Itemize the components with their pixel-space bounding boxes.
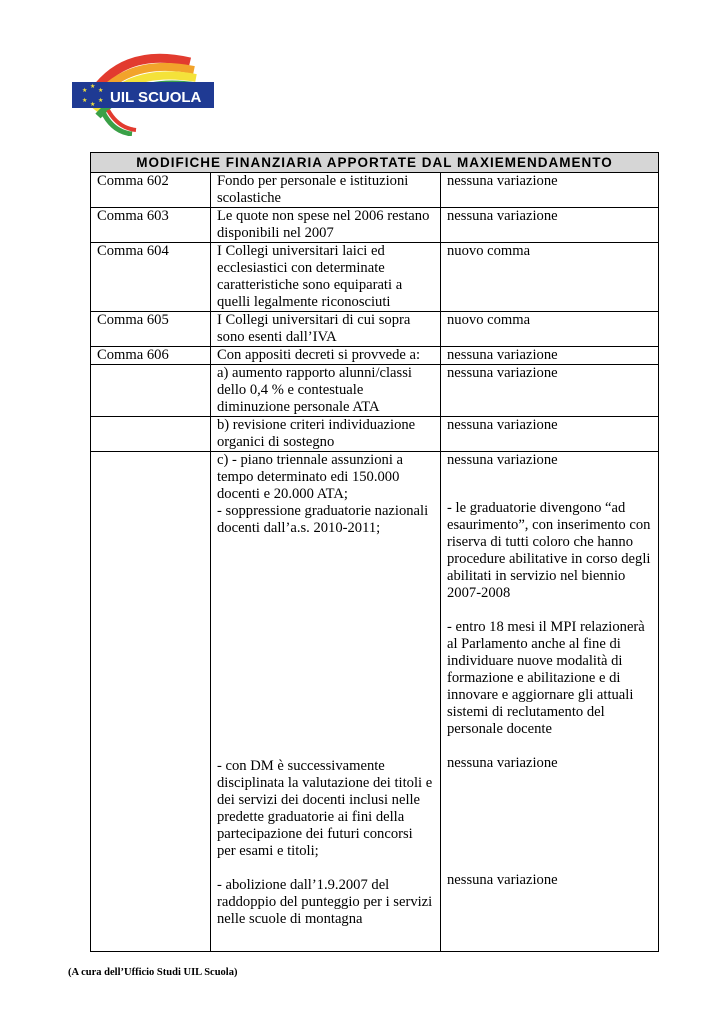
description-cell: I Collegi universitari di cui sopra sono esenti dall’IVA [211, 312, 441, 347]
description-paragraph: - abolizione dall’1.9.2007 del raddoppio del punteggio per i servizi nelle scuole di montagna [217, 877, 433, 927]
change-paragraph: nessuna variazione [447, 872, 558, 888]
svg-text:★: ★ [98, 98, 104, 104]
table-row [91, 365, 659, 417]
comma-cell [91, 452, 211, 952]
change-cell: nessuna variazione [441, 347, 659, 365]
change-paragraph: - entro 18 mesi il MPI relazionerà al Parlamento anche al fine di individuare nuove modalità di formazione e abilitazione e di innovare e aggiornare gli attuali sistemi di reclutamento del personale docente [447, 619, 645, 737]
table-row [91, 452, 659, 952]
comma-cell: Comma 602 [91, 173, 211, 208]
table-title: MODIFICHE FINANZIARIA APPORTATE DAL MAXIEMENDAMENTO [91, 153, 659, 173]
table-row [91, 208, 659, 243]
description-cell: a) aumento rapporto alunni/classi dello 0,4 % e contestuale diminuzione personale ATA [211, 365, 441, 417]
logo-text: UIL SCUOLA [110, 89, 202, 106]
comma-cell: Comma 606 [91, 347, 211, 365]
comma-cell [91, 417, 211, 452]
change-cell: nessuna variazione [441, 173, 659, 208]
description-cell: Fondo per personale e istituzioni scolastiche [211, 173, 441, 208]
change-cell: nuovo comma [441, 312, 659, 347]
table-row [91, 173, 659, 208]
change-paragraph: nessuna variazione [447, 755, 558, 771]
change-paragraph: - le graduatorie divengono “ad esaurimento”, con inserimento con riserva di tutti coloro che hanno procedure abilitative in corso degli abilitati in servizio nel biennio 2007-2008 [447, 500, 651, 601]
svg-text:★: ★ [90, 102, 96, 108]
table-row [91, 243, 659, 312]
change-cell: nessuna variazione [441, 365, 659, 417]
comma-cell: Comma 604 [91, 243, 211, 312]
svg-text:★: ★ [98, 88, 104, 94]
footer-credit: (A cura dell’Ufficio Studi UIL Scuola) [68, 967, 238, 978]
change-cell: nessuna variazione [441, 417, 659, 452]
amendments-table [90, 152, 659, 952]
comma-cell [91, 365, 211, 417]
description-cell: Le quote non spese nel 2006 restano disponibili nel 2007 [211, 208, 441, 243]
description-paragraph: c) - piano triennale assunzioni a tempo determinato edi 150.000 docenti e 20.000 ATA; - soppressione graduatorie nazionali docenti dall’a.s. 2010-2011; [217, 452, 429, 536]
svg-text:★: ★ [82, 98, 88, 104]
description-cell: Con appositi decreti si provvede a: [211, 347, 441, 365]
change-cell: nessuna variazione [441, 208, 659, 243]
comma-cell: Comma 605 [91, 312, 211, 347]
comma-cell: Comma 603 [91, 208, 211, 243]
table-row [91, 312, 659, 347]
svg-text:★: ★ [82, 88, 88, 94]
description-cell: b) revisione criteri individuazione organici di sostegno [211, 417, 441, 452]
svg-text:★: ★ [90, 84, 96, 90]
uil-scuola-logo [62, 40, 214, 136]
table-row [91, 347, 659, 365]
change-cell [441, 452, 659, 952]
table-row [91, 417, 659, 452]
change-paragraph: nessuna variazione [447, 452, 558, 468]
description-cell: I Collegi universitari laici ed ecclesiastici con determinate caratteristiche sono equiparati a quelli legalmente riconosciuti [211, 243, 441, 312]
description-cell [211, 452, 441, 952]
change-cell: nuovo comma [441, 243, 659, 312]
description-paragraph: - con DM è successivamente disciplinata la valutazione dei titoli e dei servizi dei docenti inclusi nelle predette graduatorie ai fini della partecipazione dei futuri concorsi per esami e titoli; [217, 758, 433, 859]
